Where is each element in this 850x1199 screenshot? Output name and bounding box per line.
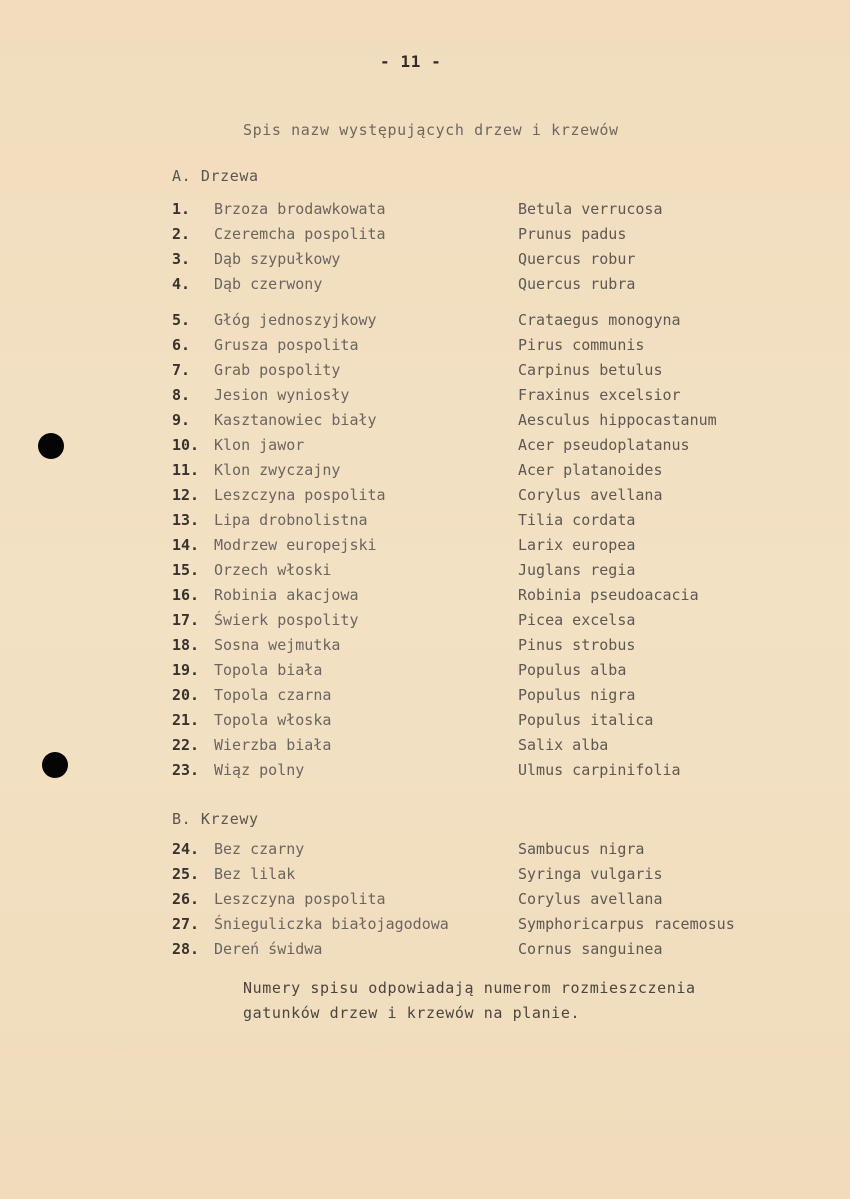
polish-name: Grab pospolity: [214, 361, 341, 379]
polish-name: Sosna wejmutka: [214, 636, 341, 654]
polish-name: Dąb szypułkowy: [214, 250, 341, 268]
polish-name: Czeremcha pospolita: [214, 225, 386, 243]
latin-name: Populus italica: [518, 711, 654, 729]
item-number: 15.: [172, 561, 200, 579]
latin-name: Prunus padus: [518, 225, 627, 243]
footnote: [243, 976, 803, 1026]
latin-name: Aesculus hippocastanum: [518, 411, 717, 429]
list-item: [0, 736, 850, 758]
footnote-line: Numery spisu odpowiadają numerom rozmieszczenia: [243, 979, 696, 997]
polish-name: Wierzba biała: [214, 736, 332, 754]
latin-name: Ulmus carpinifolia: [518, 761, 681, 779]
list-item: [0, 840, 850, 862]
section-heading-trees: A. Drzewa: [172, 167, 259, 185]
item-number: 6.: [172, 336, 191, 354]
polish-name: Grusza pospolita: [214, 336, 359, 354]
list-item: [0, 411, 850, 433]
item-number: 14.: [172, 536, 200, 554]
item-number: 27.: [172, 915, 200, 933]
item-number: 23.: [172, 761, 200, 779]
item-number: 28.: [172, 940, 200, 958]
footnote-line: gatunków drzew i krzewów na planie.: [243, 1004, 581, 1022]
list-item: [0, 311, 850, 333]
list-item: [0, 275, 850, 297]
item-number: 24.: [172, 840, 200, 858]
latin-name: Quercus robur: [518, 250, 636, 268]
list-item: [0, 890, 850, 912]
list-item: [0, 865, 850, 887]
item-number: 12.: [172, 486, 200, 504]
item-number: 2.: [172, 225, 191, 243]
item-number: 26.: [172, 890, 200, 908]
item-number: 19.: [172, 661, 200, 679]
latin-name: Populus nigra: [518, 686, 636, 704]
list-item: [0, 915, 850, 937]
latin-name: Fraxinus excelsior: [518, 386, 681, 404]
list-item: [0, 711, 850, 733]
list-item: [0, 636, 850, 658]
polish-name: Klon jawor: [214, 436, 305, 454]
item-number: 20.: [172, 686, 200, 704]
polish-name: Jesion wyniosły: [214, 386, 350, 404]
list-item: [0, 761, 850, 783]
item-number: 16.: [172, 586, 200, 604]
latin-name: Cornus sanguinea: [518, 940, 663, 958]
list-item: [0, 611, 850, 633]
item-number: 9.: [172, 411, 191, 429]
polish-name: Topola czarna: [214, 686, 332, 704]
polish-name: Brzoza brodawkowata: [214, 200, 386, 218]
page-title: Spis nazw występujących drzew i krzewów: [243, 121, 619, 139]
polish-name: Leszczyna pospolita: [214, 890, 386, 908]
latin-name: Larix europea: [518, 536, 636, 554]
polish-name: Wiąz polny: [214, 761, 305, 779]
latin-name: Pinus strobus: [518, 636, 636, 654]
polish-name: Dereń świdwa: [214, 940, 323, 958]
latin-name: Crataegus monogyna: [518, 311, 681, 329]
latin-name: Acer platanoides: [518, 461, 663, 479]
polish-name: Lipa drobnolistna: [214, 511, 368, 529]
latin-name: Sambucus nigra: [518, 840, 645, 858]
latin-name: Carpinus betulus: [518, 361, 663, 379]
latin-name: Populus alba: [518, 661, 627, 679]
list-item: [0, 250, 850, 272]
item-number: 5.: [172, 311, 191, 329]
latin-name: Juglans regia: [518, 561, 636, 579]
latin-name: Corylus avellana: [518, 890, 663, 908]
polish-name: Modrzew europejski: [214, 536, 377, 554]
latin-name: Syringa vulgaris: [518, 865, 663, 883]
latin-name: Corylus avellana: [518, 486, 663, 504]
list-item: [0, 536, 850, 558]
latin-name: Pirus communis: [518, 336, 645, 354]
page-number: - 11 -: [380, 52, 442, 71]
list-item: [0, 940, 850, 962]
latin-name: Picea excelsa: [518, 611, 636, 629]
list-item: [0, 200, 850, 222]
list-item: [0, 461, 850, 483]
polish-name: Bez lilak: [214, 865, 296, 883]
polish-name: Dąb czerwony: [214, 275, 323, 293]
item-number: 7.: [172, 361, 191, 379]
polish-name: Głóg jednoszyjkowy: [214, 311, 377, 329]
item-number: 10.: [172, 436, 200, 454]
latin-name: Tilia cordata: [518, 511, 636, 529]
list-item: [0, 361, 850, 383]
polish-name: Leszczyna pospolita: [214, 486, 386, 504]
list-item: [0, 436, 850, 458]
polish-name: Kasztanowiec biały: [214, 411, 377, 429]
polish-name: Śnieguliczka białojagodowa: [214, 915, 449, 933]
list-item: [0, 586, 850, 608]
list-item: [0, 561, 850, 583]
latin-name: Acer pseudoplatanus: [518, 436, 690, 454]
latin-name: Betula verrucosa: [518, 200, 663, 218]
polish-name: Topola biała: [214, 661, 323, 679]
polish-name: Świerk pospolity: [214, 611, 359, 629]
list-item: [0, 386, 850, 408]
item-number: 11.: [172, 461, 200, 479]
list-item: [0, 225, 850, 247]
polish-name: Robinia akacjowa: [214, 586, 359, 604]
list-item: [0, 511, 850, 533]
list-item: [0, 661, 850, 683]
list-item: [0, 486, 850, 508]
item-number: 8.: [172, 386, 191, 404]
polish-name: Orzech włoski: [214, 561, 332, 579]
polish-name: Topola włoska: [214, 711, 332, 729]
section-heading-shrubs: B. Krzewy: [172, 810, 259, 828]
item-number: 4.: [172, 275, 191, 293]
latin-name: Quercus rubra: [518, 275, 636, 293]
item-number: 22.: [172, 736, 200, 754]
item-number: 1.: [172, 200, 191, 218]
item-number: 21.: [172, 711, 200, 729]
item-number: 17.: [172, 611, 200, 629]
item-number: 13.: [172, 511, 200, 529]
latin-name: Symphoricarpus racemosus: [518, 915, 735, 933]
item-number: 3.: [172, 250, 191, 268]
item-number: 18.: [172, 636, 200, 654]
polish-name: Bez czarny: [214, 840, 305, 858]
list-item: [0, 686, 850, 708]
latin-name: Robinia pseudoacacia: [518, 586, 699, 604]
list-item: [0, 336, 850, 358]
item-number: 25.: [172, 865, 200, 883]
polish-name: Klon zwyczajny: [214, 461, 341, 479]
latin-name: Salix alba: [518, 736, 609, 754]
